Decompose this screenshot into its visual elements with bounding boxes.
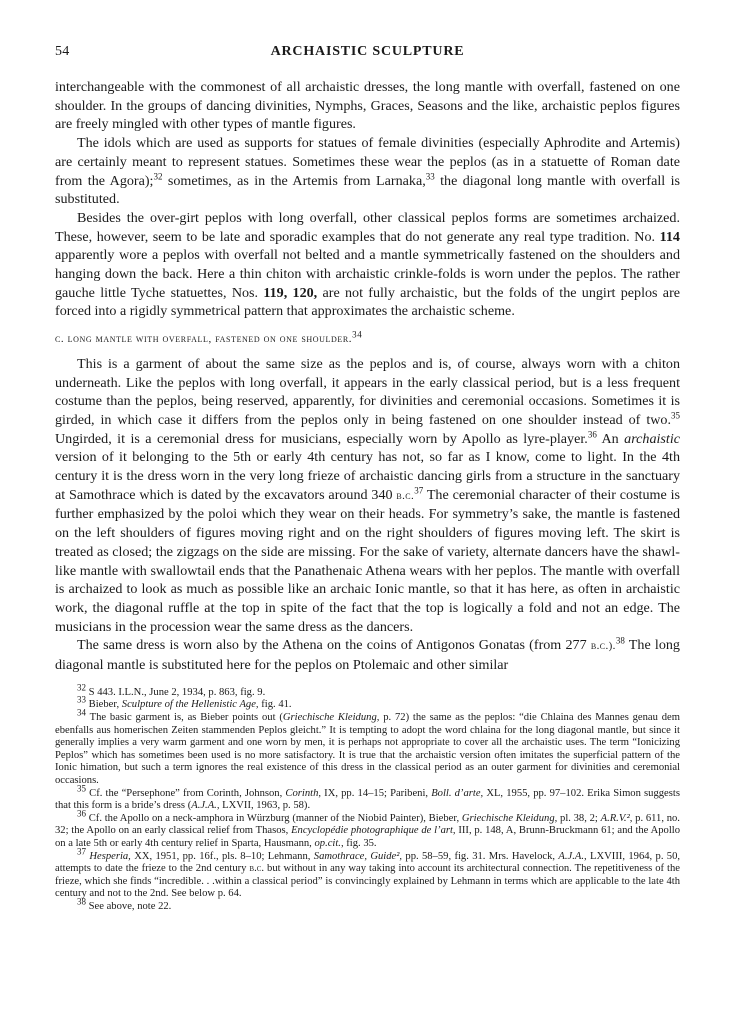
catalogue-numbers-119-120: 119, 120, — [263, 284, 318, 301]
note-ref-35[interactable]: 35 — [671, 410, 680, 421]
paragraph-4: This is a garment of about the same size as the peplos and is, of course, always worn with a chiton underneath. Like the peplos with long overfall, it appears in the early classical period, but is a less frequent costume than the peplos, being reserved, apparently, for divinities and ceremonial occasions. Sometimes it is girded, in which case it differs from the peplos only in being fastened on one shoulder instead of two.$^{35}$ Ungirded, it is a ceremonial dress for musicians, especially worn by Apollo as lyre-player.$^{36}$ An archaistic version of it belonging to the 5th or early 4th century has not, so far as I know, come to light. In the 4th century it is the dress worn in the very long frieze of archaistic dancing girls from a structure in the sanctuary at Samothrace which is dated by the excavators around 340 b.c.$^{37}$ The ceremonial character of their costume is further emphasized by the poloi which they wear on their heads. For symmetry’s sake, the mantle is fastened on the left shoulders of figures moving right and on the right shoulders of figures moving left. The skirt is treated as closed; the zigzags on the side are missing. For the sake of variety, alternate dancers have the shawl-like mantle with swallowtail ends that the Panathenaic Athena wears with her peplos. The mantle with overfall is archaized to look as much as possible like an archaic Ionic mantle, so that it has here, as often in archaistic work, the diagonal ruffle at the top in spite of the fact that the top is logically a fold and not an edge. The musicians in the procession wear the same dress as the dancers. — [55, 355, 680, 635]
emphasis-archaistic: archaistic — [624, 430, 680, 447]
paragraph-1: interchangeable with the commonest of all archaistic dresses, the long mantle with overfall, fastened on one shoulder. In the groups of dancing divinities, Nymphs, Graces, Seasons and the like, archaistic peplos figures are freely mingled with other types of mantle figures. — [55, 79, 680, 133]
paragraph-3: Besides the over-girt peplos with long overfall, other classical peplos forms are sometimes archaized. These, however, seem to be late and sporadic examples that do not generate any real type tradition. No. 114 apparently wore a peplos with overfall not belted and a mantle symmetrically fastened on the shoulders and hanging down the back. Here a thin chiton with archaistic crinkle-folds is worn under the peplos. The rather gauche little Tyche statuettes, Nos. 119, 120, are not fully archaistic, but the folds of the ungirt peplos are forced into a rigidly symmetrical pattern that approximates the archaistic scheme. — [55, 209, 681, 320]
note-ref-32[interactable]: 32 — [153, 170, 163, 181]
paragraph-2: The idols which are used as supports for statues of female divinities (especially Aphrodite and Artemis) are certainly meant to represent statues. Sometimes these wear the peplos (as in a statuette of Roman date from the Agora);$^{32}$ sometimes, as in the Artemis from Larnaka,$^{33}$ the diagonal long mantle with overfall is substituted. — [55, 135, 680, 208]
note-ref-38[interactable]: 38 — [615, 635, 625, 646]
running-head — [55, 44, 680, 66]
footnote-36: $^{36}$ Cf. the Apollo on a neck-amphora in Würzburg (manner of the Niobid Painter), Bieber, Griechische Kleidung, pl. 38, 2; A.R.V.², p. 611, no. 32; the Apollo on an early classical relief from Thasos, Encyclopédie photographique de l’art, III, p. 148, A, Brunn-Bruckmann 61; and the Apollo on a late 5th or early 4th century relief in Sparta, Hausmann, op.cit., fig. 35. — [55, 808, 680, 849]
era-abbrev-2: b.c.). — [590, 640, 616, 653]
body-text — [55, 78, 680, 675]
footnote-38: $^{38}$ See above, note 22. — [77, 896, 172, 912]
note-ref-37[interactable]: 37 — [414, 485, 424, 496]
footnote-37: $^{37}$ Hesperia, XX, 1951, pp. 16f., pls. 8–10; Lehmann, Samothrace, Guide², pp. 58–59, fig. 31. Mrs. Havelock, A.J.A., LXVIII, 1964, p. 50, attempts to date the frieze to the 2nd century b.c. but without in any way taking into account its architectural connection. The repetitiveness of the frieze, which she finds “incredible. . .within a classical period” is convincingly explained by Lehmann in terms which are applicable to the late 4th century and not to the 2nd. See below p. 64. — [55, 845, 681, 900]
footnote-35: $^{35}$ Cf. the “Persephone” from Corinth, Johnson, Corinth, IX, pp. 14–15; Paribeni, Boll. d’arte, XL, 1955, pp. 97–102. Erika Simon suggests that this form is a bride’s dress (A.J.A., LXVII, 1963, p. 58). — [55, 783, 680, 812]
section-heading: c. long mantle with overfall, fastened on one shoulder.$^{34}$ — [55, 329, 363, 346]
paragraph-5: The same dress is worn also by the Athena on the coins of Antigonos Gonatas (from 277 b.c.).$^{38}$ The long diagonal mantle is substituted here for the peplos on Ptolemaic and other similar — [55, 635, 680, 674]
footnote-33: $^{33}$ Bieber, Sculpture of the Hellenistic Age, fig. 41. — [77, 694, 292, 711]
footnote-34: $^{34}$ The basic garment is, as Bieber points out (Griechische Kleidung, p. 72) the same as the peplos: “die Chlaina des Mannes genau dem ebenfalls aus homerischen Zeiten stammenden Peplos gleicht.” It is tempting to adopt the word chlaina for the long diagonal mantle, but since it generally implies a very warm garment and one worn by men, it is perhaps not appropriate to cover all the archaistic uses. The term “Ionicizing Peplos” which has sometimes been used is no more satisfactory. It is true that the archaistic version often imitates the superficial pattern of the Ionic himation, but such a term ignores the real existence of this dress in the classical period as an outer garment for divinities and ceremonial occasions. — [55, 707, 680, 786]
page-number: 54 — [55, 44, 70, 59]
era-abbrev: b.c. — [396, 489, 415, 502]
footnotes — [55, 682, 681, 914]
note-ref-33[interactable]: 33 — [425, 170, 435, 181]
note-ref-36[interactable]: 36 — [587, 428, 597, 439]
running-title: ARCHAISTIC SCULPTURE — [270, 44, 465, 59]
catalogue-number-114: 114 — [659, 228, 680, 245]
footnote-32: $^{32}$ S 443. I.L.N., June 2, 1934, p. 863, fig. 9. — [77, 682, 266, 698]
note-ref-34[interactable]: 34 — [352, 329, 363, 340]
